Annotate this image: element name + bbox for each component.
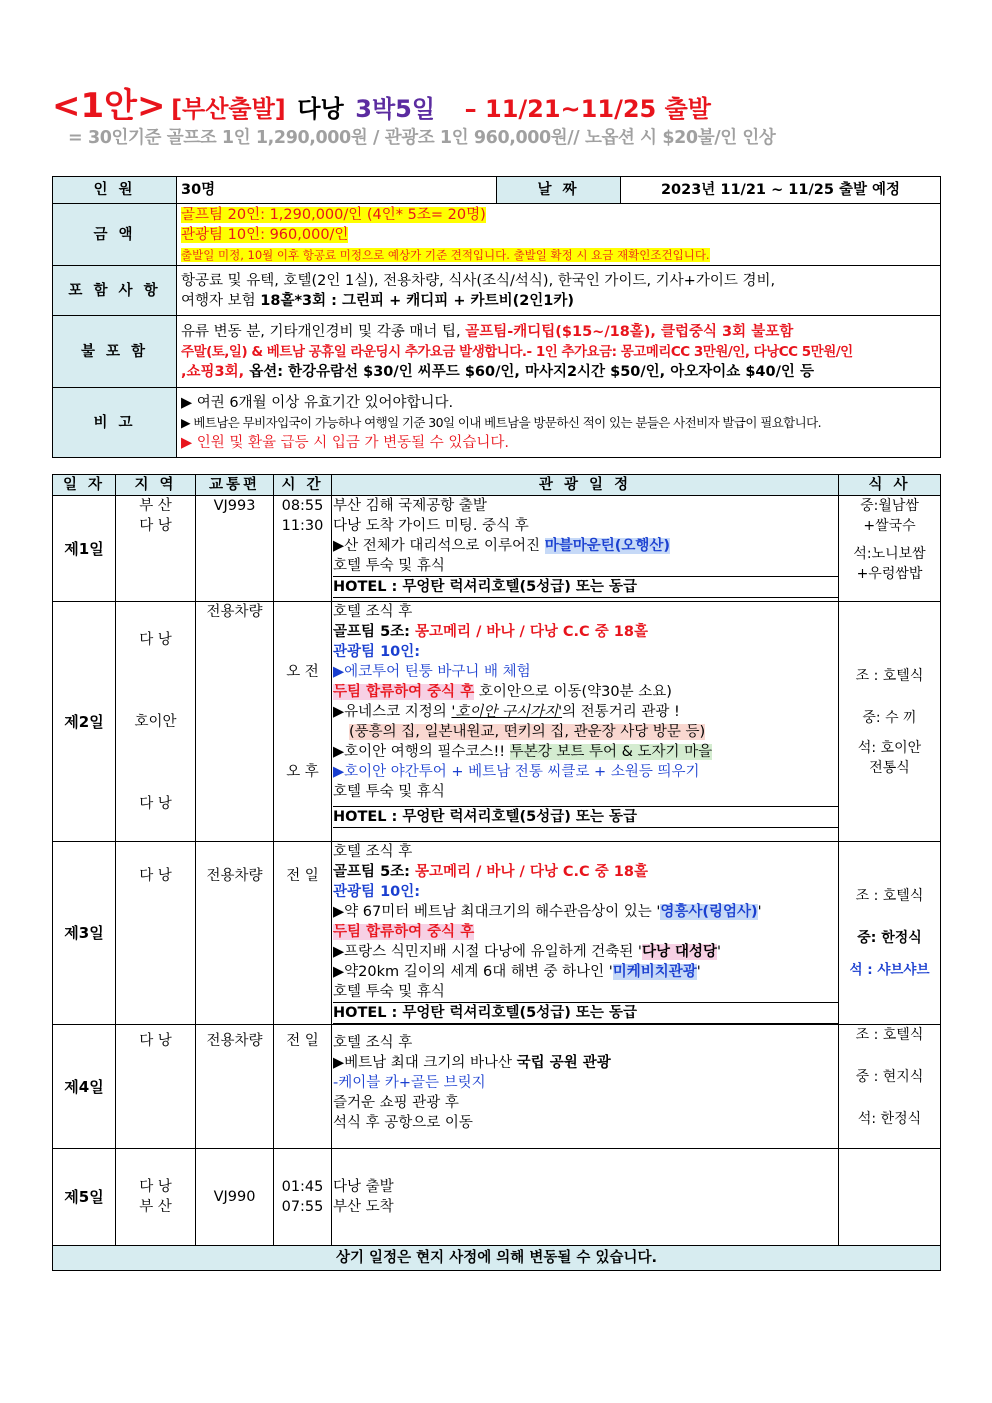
day4-line3: -케이블 카+골든 브릿지	[333, 1075, 486, 1091]
day2-region1: 다 낭	[139, 631, 172, 648]
day3-meal3: 석 : 샤브샤브	[849, 962, 930, 978]
day1-marble-mountain: 마블마운틴(오행산)	[544, 538, 670, 554]
day1-line4: 호텔 투숙 및 휴식	[333, 558, 445, 574]
day4-line1: 호텔 조식 후	[333, 1035, 413, 1051]
day2-transport: 전용차량	[196, 602, 274, 842]
day2-region	[116, 602, 196, 842]
day5-meal	[839, 1149, 941, 1246]
exclude-cell	[177, 316, 941, 388]
day2-time	[274, 602, 332, 842]
day5-line1: 다낭 출발	[333, 1179, 394, 1195]
day3-line6a: ▶프랑스 식민지배 시절 다낭에 유일하게 건축된 '	[333, 944, 642, 960]
day1-hotel: HOTEL : 무엉탄 럭셔리호텔(5성급) 또는 동급	[333, 576, 838, 598]
day2-line10: 호텔 투숙 및 휴식	[333, 784, 445, 800]
day5-transport: VJ990	[196, 1149, 274, 1246]
day3-line7c: '	[696, 964, 701, 980]
day2-line8a: ▶호이안 여행의 필수코스!!	[333, 744, 510, 760]
day1-time2: 11:30	[281, 518, 324, 534]
day3-time1: 전 일	[274, 842, 332, 1025]
include-cell	[177, 266, 941, 316]
day2-line6a: ▶유네스코 지정의	[333, 704, 452, 720]
exclude-weekend: 주말(토,일) & 베트남 공휴일 라운딩시 추가요금 발생합니다.- 1인 추가요금: 몽고메리CC 3만원/인, 다낭CC 5만원/인	[181, 343, 853, 360]
exclude-shopping: ,쇼핑3회,	[181, 363, 250, 380]
include-line1: 항공료 및 유텍, 호텔(2인 1실), 전용차량, 식사(조식/석식), 한국인 가이드, 기사+가이드 경비,	[181, 272, 776, 289]
title-main: <1안>	[52, 86, 166, 126]
day1-meal	[839, 496, 941, 602]
day3-transport: 전용차량	[196, 842, 274, 1025]
day2-golf-course: 몽고메리 / 바나 / 다낭 C.C 중 18홀	[415, 624, 648, 640]
people-value: 30명	[177, 177, 497, 204]
day2-region3: 다 낭	[139, 795, 172, 812]
day4-meal1: 조 : 호텔식	[855, 1027, 924, 1043]
day2-meal1: 조 : 호텔식	[855, 667, 924, 684]
day4-national-park: 국립 공원 관광	[516, 1055, 611, 1071]
day3-meal	[839, 842, 941, 1025]
note-label: 비 고	[53, 388, 177, 458]
day3-region1: 다 낭	[116, 842, 196, 1025]
day5-time1: 01:45	[281, 1179, 324, 1195]
day5-time	[274, 1149, 332, 1246]
day1-time	[274, 496, 332, 602]
day2-hoian-old-town: '호이안 구시가지'	[451, 704, 563, 720]
day2-line1: 호텔 조식 후	[333, 604, 413, 620]
day5-region	[116, 1149, 196, 1246]
day2-lunch: 두팀 합류하여 중식 후	[333, 684, 475, 700]
include-label: 포 함 사 항	[53, 266, 177, 316]
price-cell	[177, 204, 941, 266]
title-dates: – 11/21~11/25 출발	[464, 95, 711, 123]
day5-region1: 다 낭	[139, 1179, 172, 1195]
day2-line7: (풍흥의 집, 일본내원교, 떤키의 집, 관운장 사당 방문 등)	[349, 724, 706, 740]
day4-transport: 전용차량	[196, 1025, 274, 1149]
day4-line4: 즐거운 쇼핑 관광 후	[333, 1095, 459, 1111]
include-insurance: 여행자 보험	[181, 292, 261, 309]
price-subtitle: = 30인기준 골프조 1인 1,290,000원 / 관광조 1인 960,000원// 노옵션 시 $20불/인 인상	[68, 128, 776, 148]
header-time: 시 간	[274, 475, 332, 496]
exclude-label: 불 포 함	[53, 316, 177, 388]
day3-lunch: 두팀 합류하여 중식 후	[333, 924, 475, 940]
day3-golf-course: 몽고메리 / 바나 / 다낭 C.C 중 18홀	[415, 864, 648, 880]
day2-line3: 관광팀 10인:	[333, 644, 421, 660]
day2-region2: 호이안	[134, 713, 177, 730]
day1-meal3: 석:노니보쌈	[853, 546, 926, 562]
day4-label: 제4일	[53, 1025, 116, 1149]
day4-region1: 다 낭	[116, 1025, 196, 1149]
day2-time2: 오 후	[286, 763, 319, 780]
day5-time2: 07:55	[281, 1199, 324, 1215]
info-table	[52, 176, 941, 458]
day2-boat-tour: 투본강 보트 투어 & 도자기 마을	[509, 744, 713, 760]
date-label: 날 짜	[497, 177, 621, 204]
price-tour: 관광팀 10인: 960,000/인	[181, 226, 349, 243]
date-value: 2023년 11/21 ~ 11/25 출발 예정	[621, 177, 941, 204]
day2-line4: ▶에코투어 틴퉁 바구니 배 체험	[333, 664, 531, 680]
day4-itinerary	[332, 1025, 839, 1149]
day5-region2: 부 산	[139, 1199, 172, 1215]
note-cell	[177, 388, 941, 458]
day3-meal2: 중: 한정식	[857, 930, 922, 946]
day2-itinerary	[332, 602, 839, 842]
day3-line7a: ▶약20km 길이의 세계 6대 해변 중 하나인 '	[333, 964, 613, 980]
schedule-table	[52, 474, 941, 1271]
day2-meal4: 전통식	[869, 759, 910, 776]
exclude-caddie-tip: 골프팀-캐디팁($15~/18홀), 클럽중식 3회 불포함	[465, 323, 794, 340]
day2-time1: 오 전	[286, 663, 319, 680]
day4-meal3: 석: 한정식	[857, 1111, 922, 1127]
day4-line5: 석식 후 공항으로 이동	[333, 1115, 473, 1131]
day1-label: 제1일	[53, 496, 116, 602]
day3-line8: 호텔 투숙 및 휴식	[333, 984, 445, 1000]
day3-itinerary	[332, 842, 839, 1025]
day2-line6c: 의 전통거리 관광 !	[562, 704, 680, 720]
day1-region2: 다 낭	[139, 518, 172, 534]
day5-itinerary	[332, 1149, 839, 1246]
day3-line2a: 골프팀 5조:	[333, 864, 416, 880]
day1-meal1: 중:월남쌈	[860, 498, 919, 514]
day2-line5b: 호이안으로 이동(약30분 소요)	[474, 684, 672, 700]
day4-time1: 전 일	[274, 1025, 332, 1149]
day2-label: 제2일	[53, 602, 116, 842]
header-itinerary: 관 광 일 정	[332, 475, 839, 496]
day2-line9: ▶호이안 야간투어 + 베트남 전통 씨클로 + 소원등 띄우기	[333, 764, 700, 780]
schedule-footer: 상기 일정은 현지 사정에 의해 변동될 수 있습니다.	[53, 1246, 941, 1271]
day3-meal1: 조 : 호텔식	[855, 888, 924, 904]
day3-line6c: '	[717, 944, 722, 960]
day1-meal4: +우렁쌈밥	[856, 566, 923, 582]
day3-line3: 관광팀 10인:	[333, 884, 421, 900]
header-meal: 식 사	[839, 475, 941, 496]
day2-meal3: 석: 호이안	[857, 739, 922, 756]
day3-hotel: HOTEL : 무엉탄 럭셔리호텔(5성급) 또는 동급	[333, 1002, 838, 1024]
day1-line3a: ▶산 전체가 대리석으로 이루어진	[333, 538, 545, 554]
title-tag: [부산출발]	[171, 95, 286, 123]
header-transport: 교통편	[196, 475, 274, 496]
note-passport: ▶ 여권 6개월 이상 유효기간 있어야합니다.	[181, 394, 454, 411]
day3-line1: 호텔 조식 후	[333, 844, 413, 860]
day2-meal2: 중: 수 끼	[862, 709, 917, 726]
day4-meal2: 중 : 현지식	[855, 1069, 924, 1085]
day2-meal	[839, 602, 941, 842]
include-golf: 18홀*3회 : 그린피 + 캐디피 + 카트비(2인1카)	[260, 292, 575, 309]
note-visa: ▶ 베트남은 무비자입국이 가능하나 여행일 기준 30일 이내 베트남을 방문하신 적이 있는 분들은 사전비자 발급이 필요합니다.	[181, 414, 821, 430]
price-note: 출발일 미정, 10월 이후 항공료 미정으로 예상가 기준 견적입니다. 출발일 확정 시 요금 재확인조건입니다.	[181, 247, 710, 262]
price-label: 금 액	[53, 204, 177, 266]
note-rate: ▶ 인원 및 환율 급등 시 입금 가 변동될 수 있습니다.	[181, 434, 509, 451]
day3-cathedral: 다낭 대성당	[641, 944, 718, 960]
day1-line2: 다낭 도착 가이드 미팅. 중식 후	[333, 518, 529, 534]
day5-line2: 부산 도착	[333, 1199, 394, 1215]
day1-line1: 부산 김해 국제공항 출발	[333, 498, 487, 514]
day3-linh-ung: 영흥사(링엄사)	[660, 904, 758, 920]
day2-line2a: 골프팀 5조:	[333, 624, 416, 640]
exclude-general: 유류 변동 분, 기타개인경비 및 각종 매너 팁,	[181, 323, 466, 340]
day3-my-khe: 미케비치관광	[612, 964, 697, 980]
day2-hotel: HOTEL : 무엉탄 럭셔리호텔(5성급) 또는 동급	[333, 806, 838, 828]
page-title	[52, 78, 711, 127]
day5-label: 제5일	[53, 1149, 116, 1246]
day4-line2a: ▶베트남 최대 크기의 바나산	[333, 1055, 517, 1071]
title-nights: 3박5일	[355, 95, 436, 123]
exclude-options: 옵션: 한강유람선 $30/인 씨푸드 $60/인, 마사지2시간 $50/인, 아오자이쇼 $40/인 등	[249, 363, 814, 380]
day4-meal	[839, 1025, 941, 1149]
header-region: 지 역	[116, 475, 196, 496]
day3-label: 제3일	[53, 842, 116, 1025]
day1-transport: VJ993	[196, 496, 274, 602]
day3-line4a: ▶약 67미터 베트남 최대크기의 해수관음상이 있는 '	[333, 904, 661, 920]
day1-meal2: +쌀국수	[863, 518, 916, 534]
day1-region	[116, 496, 196, 602]
header-day: 일 자	[53, 475, 116, 496]
day1-time1: 08:55	[281, 498, 324, 514]
day3-line4c: '	[757, 904, 762, 920]
day1-region1: 부 산	[139, 498, 172, 514]
price-golf: 골프팀 20인: 1,290,000/인 (4인* 5조= 20명)	[181, 206, 486, 223]
people-label: 인 원	[53, 177, 177, 204]
title-destination: 다낭	[297, 95, 344, 123]
day1-itinerary	[332, 496, 839, 602]
